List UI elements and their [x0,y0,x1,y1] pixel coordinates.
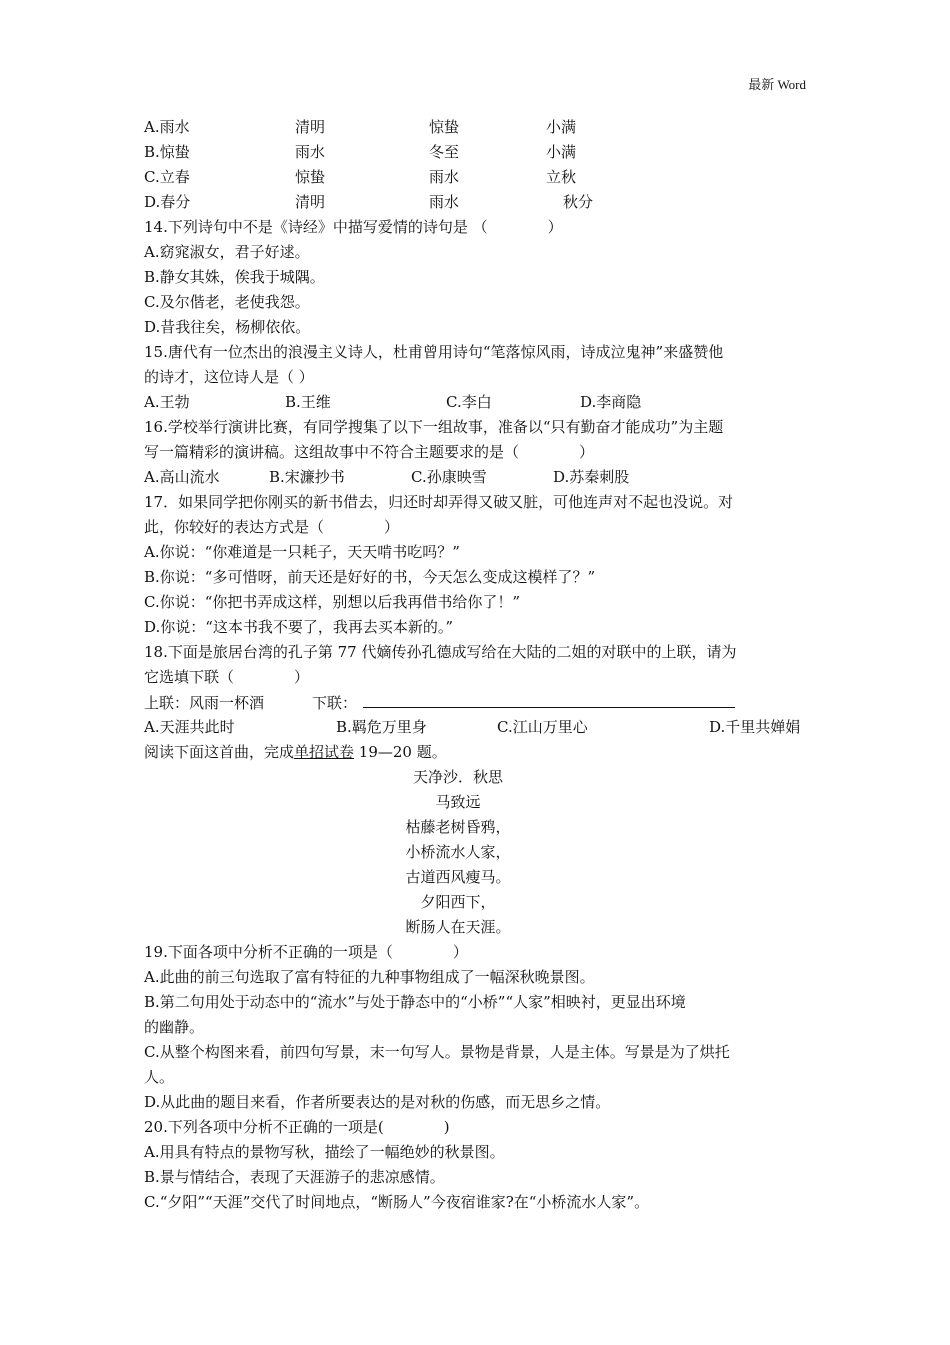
q13-d-3: 雨水 [429,193,460,211]
poem-line-2: 小桥流水人家， [405,843,511,861]
q13-option-row-d [144,190,808,215]
q15-option-b: B.王维 [285,393,331,411]
q17-stem-line-2 [144,515,808,540]
q20-option-c: C.“夕阳”“天涯”交代了时间地点，“断肠人”今夜宿谁家?在“小桥流水人家”。 [144,1193,650,1211]
couplet-answer-line [363,690,735,708]
q19-option-c-line-2: 人。 [144,1068,175,1086]
q13-option-row-a [144,115,808,140]
q18-option-a: A.天涯共此时 [144,718,235,736]
poem-line-4: 夕阳西下， [420,893,496,911]
q17-stem-text: 此，你较好的表达方式是（ [144,518,325,536]
q13-b-4: 小满 [546,143,577,161]
q13-b-3: 冬至 [429,143,460,161]
q18-stem-line-2 [144,665,808,690]
q15-option-d: D.李商隐 [580,393,642,411]
q14-close: ） [547,218,563,236]
q16-stem-text: 写一篇精彩的演讲稿。这组故事中不符合主题要求的是（ [144,443,520,461]
reading-intro-underlined: 单招试卷 [294,743,355,761]
q13-c-2: 惊蛰 [295,168,326,186]
q13-a-3: 惊蛰 [429,118,460,136]
q14-option-c: C.及尔偕老，老使我怨。 [144,293,310,311]
reading-intro [144,740,808,765]
q13-c-4: 立秋 [546,168,577,186]
q17-option-d: D.你说：“这本书我不要了，我再去买本新的。” [144,618,454,636]
q17-close: ） [384,518,400,536]
q17-stem-line-1: 17．如果同学把你刚买的新书借去，归还时却弄得又破又脏，可他连声对不起也没说。对 [144,493,734,511]
poem-line-5: 断肠人在天涯。 [405,918,511,936]
q20-stem [144,1115,808,1140]
q18-option-c: C.江山万里心 [497,718,588,736]
q13-a-1: A.雨水 [144,118,190,136]
q13-b-2: 雨水 [295,143,326,161]
q19-option-b-line-1: B.第二句用处于动态中的“流水”与处于静态中的“小桥”“人家”相映衬，更显出环境 [144,993,686,1011]
q17-option-b: B.你说：“多可惜呀，前天还是好好的书，今天怎么变成这模样了？” [144,568,596,586]
q13-option-row-b [144,140,808,165]
q16-option-d: D.苏秦刺股 [553,468,630,486]
q20-option-a: A.用具有特点的景物写秋，描绘了一幅绝妙的秋景图。 [144,1143,505,1161]
q13-b-1: B.惊蛰 [144,143,190,161]
q18-options [144,715,808,740]
q18-couplet [144,690,808,715]
document-body [144,115,808,1215]
q20-close: ) [443,1118,450,1136]
q17-option-a: A.你说：“你难道是一只耗子，天天啃书吃吗？” [144,543,460,561]
q17-option-c: C.你说：“你把书弄成这样，别想以后我再借书给你了！” [144,593,521,611]
q20-option-b: B.景与情结合，表现了天涯游子的悲凉感情。 [144,1168,445,1186]
q13-option-row-c [144,165,808,190]
q16-stem-line-1: 16.学校举行演讲比赛，有同学搜集了以下一组故事，准备以“只有勤奋才能成功”为主题 [144,418,724,436]
q19-option-b-line-2: 的幽静。 [144,1018,205,1036]
q18-option-b: B.羁危万里身 [336,718,427,736]
q14-option-d: D.昔我往矣，杨柳依依。 [144,318,311,336]
q13-a-2: 清明 [295,118,326,136]
q13-c-3: 雨水 [429,168,460,186]
q19-option-a: A.此曲的前三句选取了富有特征的九种事物组成了一幅深秋晚景图。 [144,968,595,986]
q14-stem-text: 14.下列诗句中不是《诗经》中描写爱情的诗句是 （ [144,218,488,236]
q14-option-b: B.静女其姝，俟我于城隅。 [144,268,325,286]
q16-close: ） [579,443,595,461]
reading-intro-text: 阅读下面这首曲，完成 [144,743,295,761]
q18-stem-line-1: 18.下面是旅居台湾的孔子第 77 代嫡传孙孔德成写给在大陆的二姐的对联中的上联，请为 [144,643,737,661]
q19-close: ） [452,943,468,961]
q16-option-c: C.孙康映雪 [411,468,487,486]
q19-option-c-line-1: C.从整个构图来看，前四句写景，末一句写人。景物是背景，人是主体。写景是为了烘托 [144,1043,730,1061]
q16-option-a: A.高山流水 [144,468,220,486]
q15-option-c: C.李白 [446,393,492,411]
q14-option-a: A.窈窕淑女，君子好逑。 [144,243,310,261]
q16-stem-line-2 [144,440,808,465]
poem-line-3: 古道西风瘦马。 [405,868,511,886]
q19-stem [144,940,808,965]
q13-d-4: 秋分 [563,193,594,211]
couplet-upper: 上联：风雨一杯酒 [144,694,265,712]
q18-stem-text: 它选填下联（ [144,668,235,686]
poem-line-1: 枯藤老树昏鸦， [405,818,511,836]
q18-close: ） [294,668,310,686]
couplet-lower-label: 下联： [312,694,358,712]
q18-option-d: D.千里共婵娟 [709,718,801,736]
q13-d-2: 清明 [295,193,326,211]
q15-option-a: A.王勃 [144,393,190,411]
q14-stem [144,215,808,240]
poem-author: 马致远 [435,793,481,811]
q15-stem-line-2: 的诗才，这位诗人是（ ） [144,368,314,386]
q13-c-1: C.立春 [144,168,190,186]
q15-stem-line-1: 15.唐代有一位杰出的浪漫主义诗人，杜甫曾用诗句“笔落惊风雨，诗成泣鬼神”来盛赞他 [144,343,724,361]
q16-option-b: B.宋濂抄书 [269,468,345,486]
q16-options [144,465,808,490]
q15-options [144,390,808,415]
q20-stem-text: 20.下列各项中分析不正确的一项是( [144,1118,384,1136]
q13-d-1: D.春分 [144,193,191,211]
q19-stem-text: 19.下面各项中分析不正确的一项是（ [144,943,393,961]
q13-a-4: 小满 [546,118,577,136]
reading-intro-tail: 19—20 题。 [354,743,447,761]
q19-option-d: D.从此曲的题目来看，作者所要表达的是对秋的伤感，而无思乡之情。 [144,1093,611,1111]
poem-title: 天净沙．秋思 [412,768,503,786]
page-header: 最新 Word [748,77,806,92]
